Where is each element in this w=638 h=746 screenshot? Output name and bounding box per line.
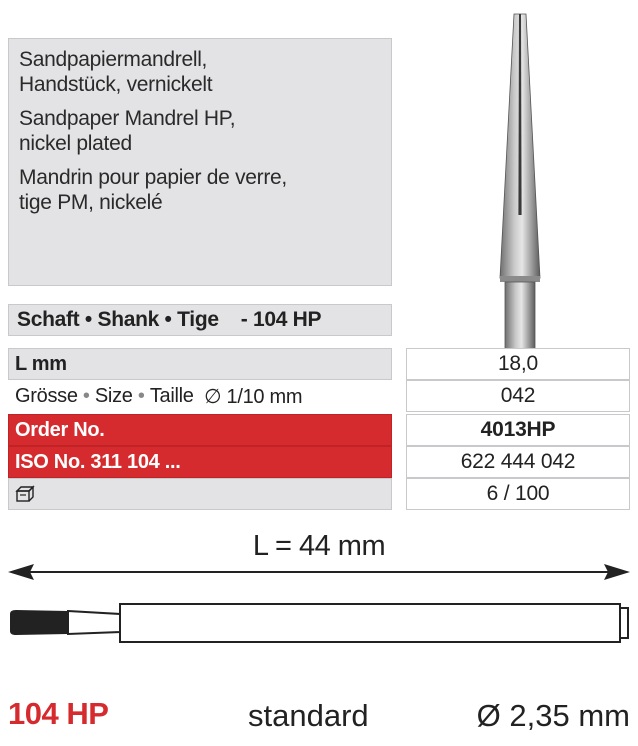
- description-fr-line-1: Mandrin pour papier de verre,: [19, 166, 287, 189]
- size-label-fr: Taille: [149, 384, 194, 407]
- iso-value-cell: [406, 446, 630, 478]
- size-value-cell: [406, 380, 630, 412]
- standard-label: standard: [248, 698, 369, 733]
- order-value-cell: [406, 414, 630, 446]
- pack-value: 6 / 100: [486, 482, 550, 505]
- shank-label: Schaft • Shank • Tige: [17, 308, 219, 331]
- description-panel: [8, 38, 392, 286]
- iso-label-cell: [8, 446, 392, 478]
- mandrel-profile-drawing: [8, 600, 632, 650]
- pack-label-cell: [8, 478, 392, 510]
- length-dimension: [8, 530, 630, 580]
- description-en-line-2: nickel plated: [19, 132, 132, 155]
- dimension-label: L = 44 mm: [252, 530, 386, 562]
- description-fr-line-2: tige PM, nickelé: [19, 191, 163, 214]
- pack-value-cell: [406, 478, 630, 510]
- size-label-de: Grösse: [15, 384, 78, 407]
- mandrel-product-image: [480, 0, 560, 350]
- order-value: 4013HP: [480, 418, 556, 441]
- footer: [8, 694, 632, 738]
- description-de-line-1: Sandpapiermandrell,: [19, 48, 208, 71]
- package-icon: [15, 485, 35, 503]
- shank-code: - 104 HP: [240, 308, 322, 331]
- length-label: L mm: [15, 352, 67, 375]
- size-label-cell: Grösse • Size • Taille ∅ 1/10 mm: [8, 380, 392, 412]
- shank-header: [8, 304, 392, 336]
- description-de-line-2: Handstück, vernickelt: [19, 73, 213, 96]
- size-unit: ∅ 1/10 mm: [204, 385, 303, 408]
- length-value: 18,0: [497, 352, 539, 375]
- iso-label: ISO No. 311 104 ...: [15, 450, 181, 473]
- order-label: Order No.: [15, 418, 105, 441]
- dimension-arrow: [8, 560, 630, 584]
- size-value: 042: [500, 384, 536, 407]
- iso-value: 622 444 042: [460, 450, 576, 473]
- shank-diameter: Ø 2,35 mm: [476, 698, 630, 733]
- order-label-cell: [8, 414, 392, 446]
- description-en-line-1: Sandpaper Mandrel HP,: [19, 107, 236, 130]
- size-label-en: Size: [94, 384, 133, 407]
- product-code: 104 HP: [8, 696, 109, 731]
- length-label-cell: [8, 348, 392, 380]
- length-value-cell: [406, 348, 630, 380]
